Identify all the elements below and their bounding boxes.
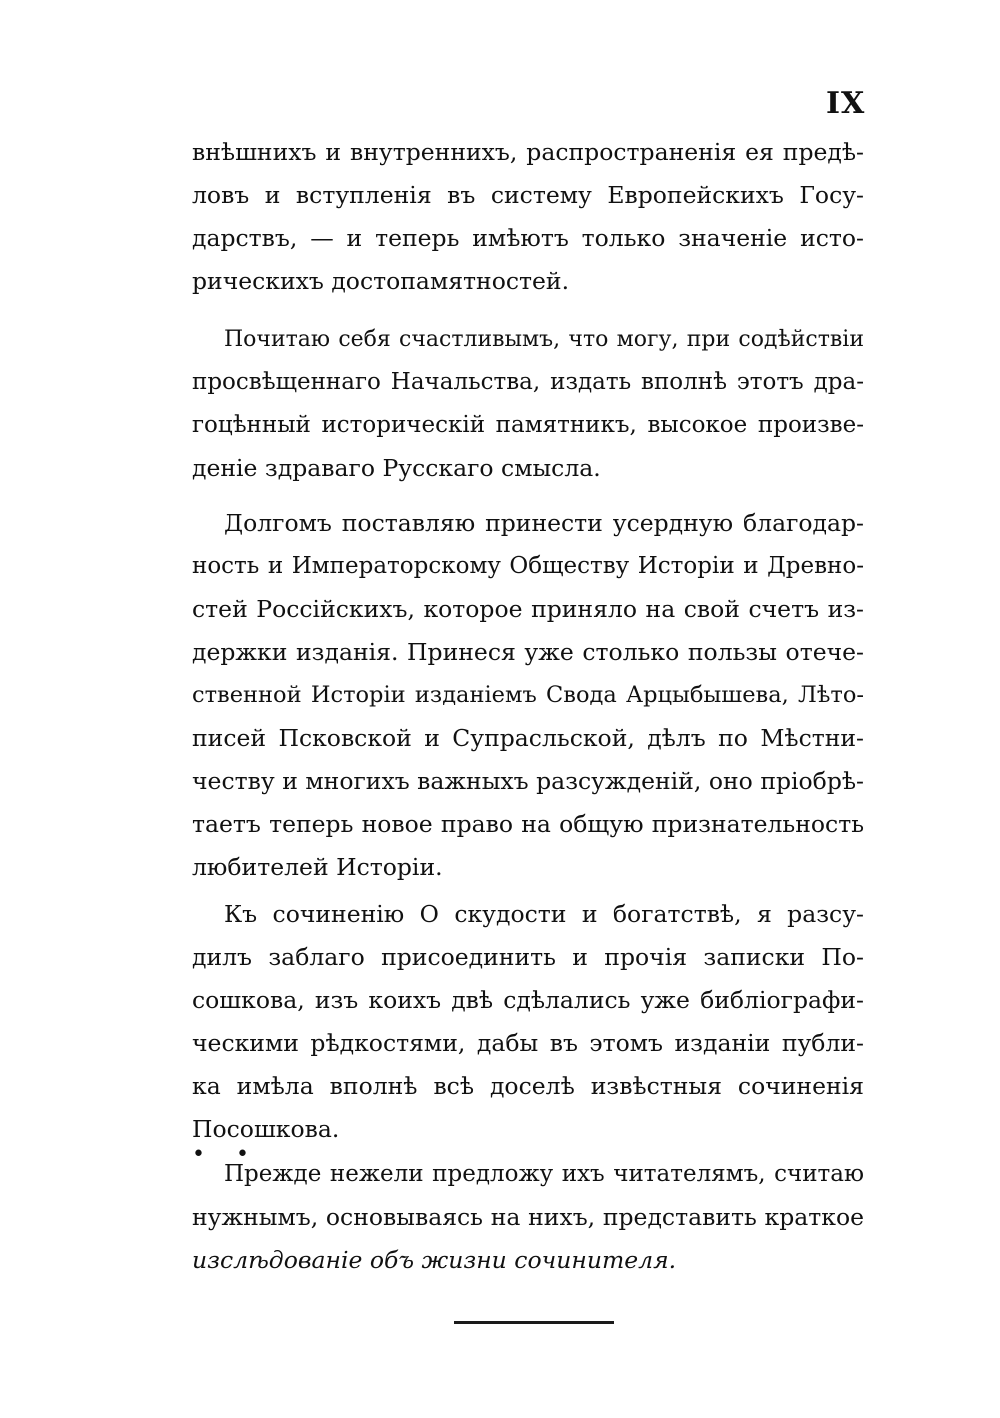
paragraph-3 [192, 502, 864, 889]
text-line: Прежде нежели предложу ихъ читателямъ, считаю [224, 1161, 864, 1187]
text-line: держки изданія. Принеся уже столько пользы отече- [192, 638, 864, 666]
text-line: Долгомъ поставляю принести усердную благодар- [224, 509, 864, 537]
paragraph-2 [192, 318, 864, 490]
text-line: ловъ и вступленія въ систему Европейскихъ Госу- [192, 181, 864, 209]
text-line: внѣшнихъ и внутреннихъ, распространенія ея предѣ- [192, 138, 864, 166]
text-line: нужнымъ, основываясь на нихъ, представить краткое [192, 1203, 864, 1231]
text-line: Почитаю себя счастливымъ, что могу, при содѣйствіи [224, 327, 864, 352]
text-line: ческими рѣдкостями, дабы въ этомъ изданіи публи- [192, 1029, 864, 1057]
text-line: Къ сочиненію О скудости и богатствѣ, я разсу- [224, 900, 864, 928]
text-line: ка имѣла вполнѣ всѣ доселѣ извѣстныя сочиненія [192, 1072, 864, 1100]
text-line: ственной Исторіи изданіемъ Свода Арцыбышева, Лѣто- [192, 682, 864, 708]
text-line: дарствъ, — и теперь имѣютъ только значеніе исто- [192, 224, 864, 252]
text-line: Посошкова. [192, 1115, 340, 1143]
paragraph-4 [192, 893, 864, 1151]
text-line: просвѣщеннаго Начальства, издать вполнѣ этотъ дра- [192, 369, 864, 395]
text-line: ность и Императорскому Обществу Исторіи и Древно- [192, 553, 864, 579]
text-line: дилъ заблаго присоединить и прочія записки По- [192, 943, 864, 971]
text-line: стей Россійскихъ, которое приняло на свой счетъ из- [192, 595, 864, 623]
closing-rule [454, 1321, 614, 1324]
text-line: любителей Исторіи. [192, 853, 443, 881]
text-line: рическихъ достопамятностей. [192, 267, 570, 295]
page-number: IX [826, 86, 866, 121]
stray-dots: • • [192, 1142, 261, 1167]
text-line: писей Псковской и Супрасльской, дѣлъ по Мѣстни- [192, 724, 864, 752]
text-line: гоцѣнный историческій памятникъ, высокое произве- [192, 412, 864, 438]
text-line: честву и многихъ важныхъ разсужденій, оно пріобрѣ- [192, 767, 864, 795]
text-line: изслѣдованіе объ жизни сочинителя. [192, 1246, 677, 1274]
paragraph-5 [192, 1153, 864, 1282]
text-line: деніе здраваго Русскаго смысла. [192, 454, 601, 482]
text-line: сошкова, изъ коихъ двѣ сдѣлались уже библіографи- [192, 986, 864, 1014]
text-line: таетъ теперь новое право на общую признательность [192, 810, 864, 838]
paragraph-1 [192, 131, 864, 303]
